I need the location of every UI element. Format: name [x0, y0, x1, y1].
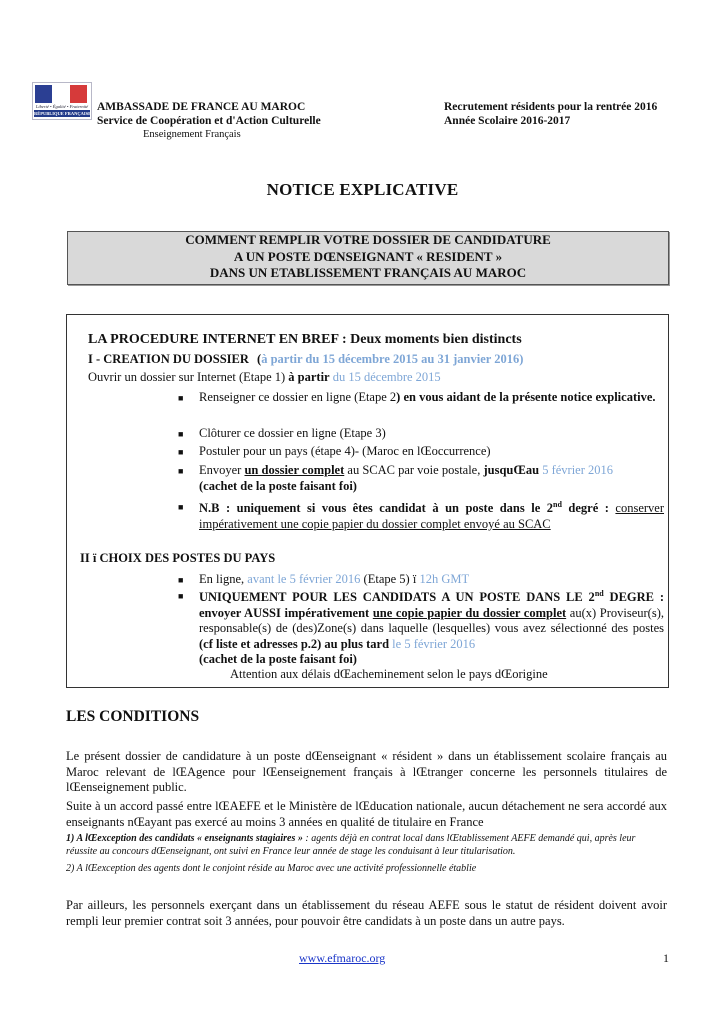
bullet-cloturer: Clôturer ce dossier en ligne (Etape 3)	[199, 426, 386, 440]
conditions-paragraph-2: Suite à un accord passé entre lŒAEFE et le Ministère de lŒducation nationale, aucun détachement ne sera accordé aux enseignants nŒayant pas exercé au moins 3 années en qualité de titulaire en France	[66, 799, 667, 829]
republique-francaise-logo	[32, 82, 92, 120]
bullet-bold: jusquŒau	[483, 463, 540, 477]
note-bold: 1) A lŒexception des candidats « enseignants stagiaires »	[66, 833, 306, 844]
page-title: NOTICE EXPLICATIVE	[266, 180, 459, 199]
header-school-year: Année Scolaire 2016-2017	[444, 115, 571, 127]
header-embassy: AMBASSADE DE FRANCE AU MAROC	[97, 101, 306, 113]
page-number: 1	[663, 951, 669, 965]
bullet-time: 12h GMT	[419, 572, 470, 586]
bullet-date: avant le 5 février 2016	[247, 572, 361, 586]
bullet-nb	[199, 497, 664, 532]
bullet-sup: nd	[553, 500, 562, 509]
bullet-bold: DEGRE : envoyer AUSSI impérativement	[199, 590, 664, 620]
box-title-line-3: DANS UN ETABLISSEMENT FRANÇAIS AU MAROC	[209, 265, 527, 280]
bullet-icon: ■	[178, 502, 184, 512]
section-1-title: I - CREATION DU DOSSIER	[88, 352, 249, 366]
bullet-bold: UNIQUEMENT POUR LES CANDIDATS A UN POSTE DANS LE 2	[199, 590, 595, 605]
bullet-text: Envoyer	[199, 463, 245, 477]
bullet-icon: ■	[178, 591, 184, 601]
flag-icon	[35, 85, 87, 103]
logo-republic-label: RÉPUBLIQUE FRANÇAISE	[34, 111, 92, 116]
conditions-note-2: 2) A lŒexception des agents dont le conjoint réside au Maroc avec une activité professionnelle établie	[66, 863, 477, 874]
bullet-underline: une copie papier du dossier complet	[372, 605, 567, 620]
bullet-date: 5 février 2016	[539, 463, 614, 477]
bullet-bold: ) en vous aidant de la présente notice explicative.	[396, 390, 656, 404]
bullet-renseigner	[199, 390, 664, 406]
bullet-uniquement	[199, 586, 664, 668]
header-recruitment: Recrutement résidents pour la rentrée 2016	[444, 101, 658, 113]
header-service: Service de Coopération et d'Action Culturelle	[97, 115, 321, 127]
bullet-postuler: Postuler pour un pays (étape 4)- (Maroc en lŒoccurrence)	[199, 444, 491, 458]
bullet-text: au(x) Proviseur(s), responsable(s) de (des)Zone(s) dans laquelle (lesquelles) vous avez sélectionné des postes	[199, 605, 664, 636]
box-title-line-1: COMMENT REMPLIR VOTRE DOSSIER DE CANDIDATURE	[185, 232, 551, 247]
bullet-text: au SCAC par voie postale,	[344, 463, 484, 477]
bullet-bold: N.B : uniquement si vous êtes candidat à un poste dans le 2	[199, 501, 554, 516]
intro-text: Ouvrir un dossier sur Internet (Etape 1)	[88, 370, 289, 384]
bullet-envoyer	[199, 463, 664, 494]
bullet-text: Renseigner ce dossier en ligne (Etape 2	[199, 390, 397, 404]
bullet-icon: ■	[178, 575, 184, 585]
bullet-date: le 5 février 2016	[389, 636, 476, 651]
candidature-title-box	[67, 231, 669, 285]
bullet-bold: degré :	[561, 501, 616, 516]
attention-note: Attention aux délais dŒacheminement selon le pays dŒorigine	[230, 667, 548, 681]
bullet-bold: (cf liste et adresses p.2) au plus tard	[199, 636, 390, 651]
conditions-heading: LES CONDITIONS	[66, 708, 200, 725]
conditions-paragraph-1: Le présent dossier de candidature à un poste dŒenseignant « résident » dans un établissement scolaire français au Maroc relevant de lŒAgence pour lŒenseignement français à lŒtranger concerne les personnels titulaires de lŒenseignement public.	[66, 749, 667, 794]
bullet-text: En ligne,	[199, 572, 248, 586]
section-1-paren: (	[257, 352, 262, 366]
footer-website-link[interactable]: www.efmaroc.org	[299, 951, 386, 965]
intro-bold: à partir	[288, 370, 330, 384]
conditions-note-1	[66, 833, 667, 858]
procedure-heading: LA PROCEDURE INTERNET EN BREF : Deux moments bien distincts	[88, 332, 522, 347]
bullet-sup: nd	[594, 589, 604, 598]
bullet-icon: ■	[178, 429, 184, 439]
section-1-heading	[88, 352, 523, 368]
bullet-underline: un dossier complet	[244, 463, 345, 477]
bullet-bold: (cachet de la poste faisant foi)	[199, 652, 357, 667]
section-2-title: II ï CHOIX DES POSTES DU PAYS	[80, 551, 276, 565]
bullet-text: (Etape 5) ï	[360, 572, 420, 586]
note-text: : agents déjà en contrat local dans lŒtablissement AEFE demandé qui, après leur réussite au concours dŒenseignant, ont suivi en France leur année de stage les conduisant à leur titularisation.	[66, 833, 636, 857]
section-1-dates: à partir du 15 décembre 2015 au 31 janvier 2016)	[261, 352, 524, 366]
header-department: Enseignement Français	[143, 129, 241, 140]
bullet-icon: ■	[178, 447, 184, 457]
bullet-underline: conserver impérativement une copie papier du dossier complet envoyé au SCAC	[199, 501, 665, 531]
conditions-paragraph-3: Par ailleurs, les personnels exerçant dans un établissement du réseau AEFE sous le statut de résident doivent avoir rempli leur premier contrat soit 3 années, pour pouvoir être candidats à un poste dans un autre pays.	[66, 898, 667, 928]
logo-motto: Liberté • Égalité • Fraternité	[35, 104, 89, 109]
bullet-bold: (cachet de la poste faisant foi)	[199, 478, 357, 493]
box-title-line-2: A UN POSTE DŒNSEIGNANT « RESIDENT »	[233, 248, 503, 264]
bullet-icon: ■	[178, 466, 184, 476]
intro-date: du 15 décembre 2015	[329, 370, 441, 384]
bullet-icon: ■	[178, 393, 184, 403]
section-1-intro	[88, 370, 441, 386]
